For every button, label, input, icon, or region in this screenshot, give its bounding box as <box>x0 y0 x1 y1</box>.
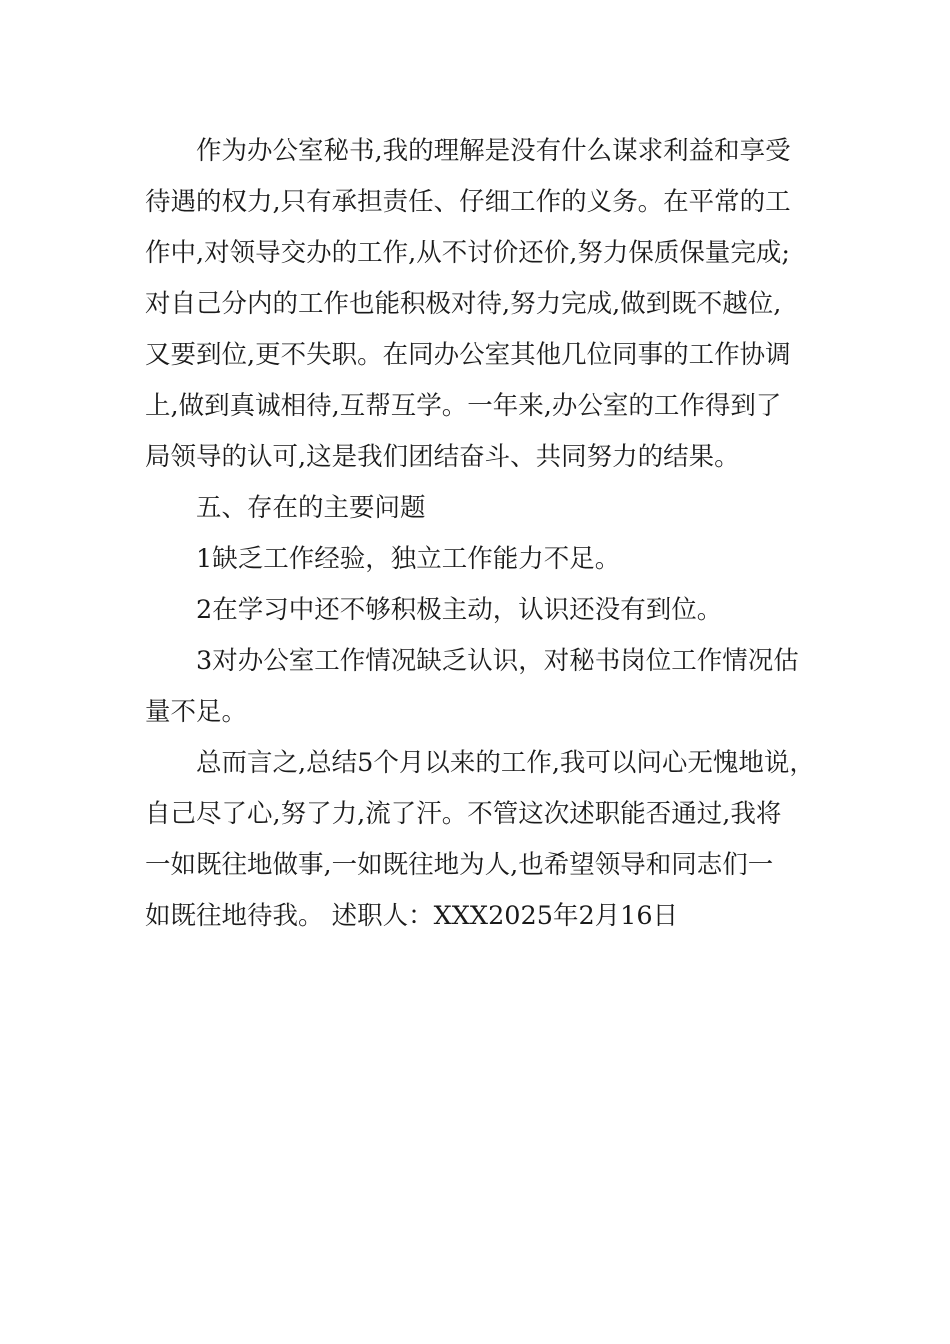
text-line: 上,做到真诚相待,互帮互学。一年来,办公室的工作得到了 <box>145 391 782 421</box>
section-heading-problems <box>145 483 810 534</box>
text-line: 对自己分内的工作也能积极对待,努力完成,做到既不越位, <box>145 289 782 319</box>
text-line: 量不足。 <box>145 697 248 727</box>
text-line: 3对办公室工作情况缺乏认识，对秘书岗位工作情况估 <box>196 646 799 676</box>
paragraph-work-attitude <box>145 126 810 483</box>
paragraph-summary <box>145 738 815 942</box>
signature-line: 如既往地待我。 述职人：XXX2025年2月16日 <box>145 901 679 931</box>
document-body <box>145 126 815 942</box>
text-line: 作中,对领导交办的工作,从不讨价还价,努力保质保量完成; <box>145 238 790 268</box>
problem-item-2 <box>145 585 810 636</box>
problem-item-1 <box>145 534 810 585</box>
text-line: 自己尽了心,努了力,流了汗。不管这次述职能否通过,我将 <box>145 799 782 829</box>
text-line: 一如既往地做事,一如既往地为人,也希望领导和同志们一 <box>145 850 774 880</box>
text-line: 2在学习中还不够积极主动，认识还没有到位。 <box>196 595 723 625</box>
text-line: 待遇的权力,只有承担责任、仔细工作的义务。在平常的工 <box>145 187 791 217</box>
text-line: 总而言之,总结5个月以来的工作,我可以问心无愧地说， <box>196 748 815 778</box>
text-line: 又要到位,更不失职。在同办公室其他几位同事的工作协调 <box>145 340 791 370</box>
section-heading: 五、存在的主要问题 <box>196 493 426 523</box>
text-line: 局领导的认可,这是我们团结奋斗、共同努力的结果。 <box>145 442 740 472</box>
text-line: 1缺乏工作经验，独立工作能力不足。 <box>196 544 621 574</box>
text-line: 作为办公室秘书,我的理解是没有什么谋求利益和享受 <box>196 136 791 166</box>
problem-item-3 <box>145 636 810 738</box>
